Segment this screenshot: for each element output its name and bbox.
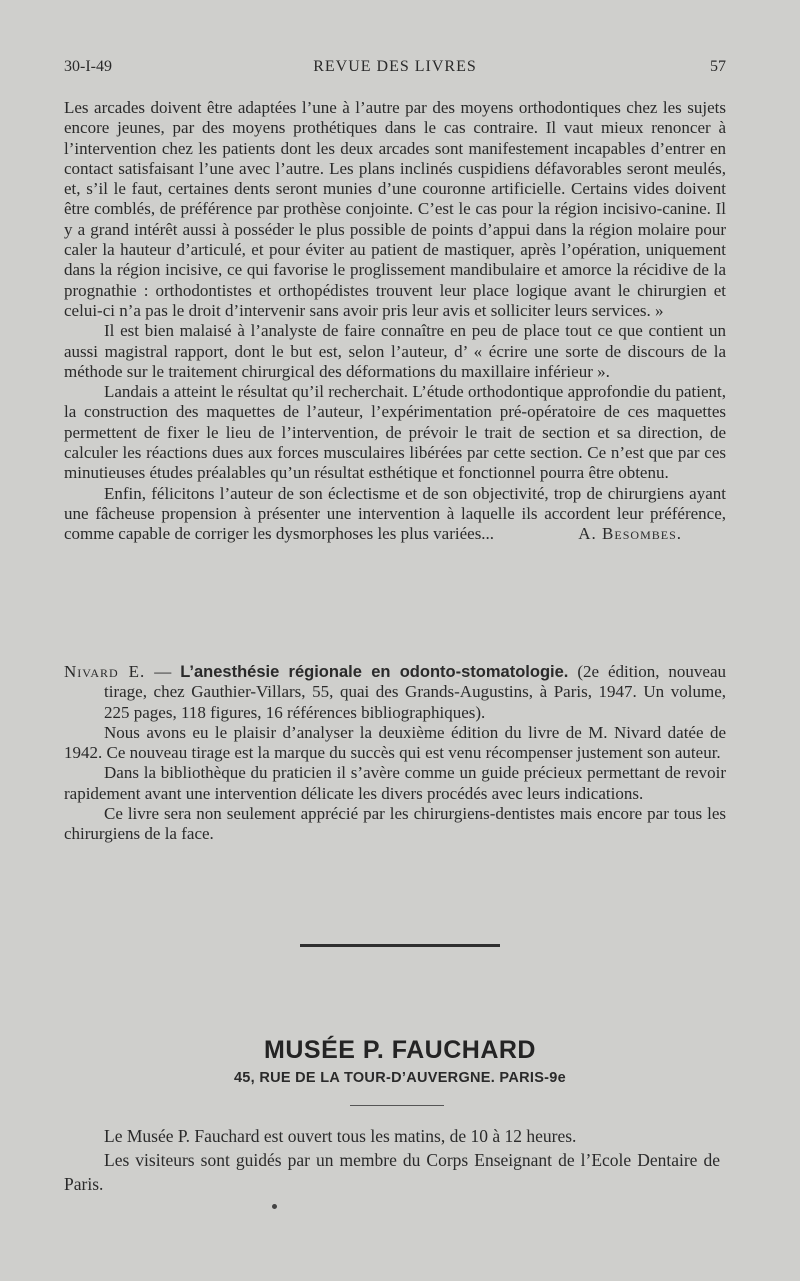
museum-notice — [64, 1124, 720, 1196]
review-paragraph — [64, 484, 726, 545]
section-divider — [300, 944, 500, 947]
review-nivard — [64, 662, 726, 845]
header-title: REVUE DES LIVRES — [313, 58, 477, 75]
museum-title: MUSÉE P. FAUCHARD — [264, 1036, 536, 1064]
review-paragraph: Ce livre sera non seulement apprécié par les chirurgiens-dentistes mais encore par tous les chirurgiens de la face. — [64, 804, 726, 844]
review-signature: A. Besombes. — [578, 524, 682, 544]
book-title: L’anesthésie régionale en odonto-stomatologie. — [180, 663, 569, 681]
bullet-dot — [272, 1204, 277, 1209]
review-paragraph: Dans la bibliothèque du praticien il s’avère comme un guide précieux permettant de revoir rapidement avant une intervention délicate les divers procédés avec leurs indications. — [64, 763, 726, 803]
museum-divider — [350, 1105, 444, 1106]
review-paragraph: Landais a atteint le résultat qu’il recherchait. L’étude orthodontique approfondie du patient, la construction des maquettes de l’auteur, l’expérimentation pré-opératoire de ces maquettes permettent de fixer le lieu de l’intervention, de prévoir le trait de section et sa direction, de calculer les réactions dues aux forces musculaires libérées par cette section. Ce n’est que par ces minutieuses études préalables qu’un résultat esthétique et fonctionnel pourra être obtenu. — [64, 382, 726, 483]
citation-dash: — — [145, 662, 181, 681]
book-details: (2e édition, nouveau tirage, chez Gauthier-Villars, 55, quai des Grands-Augustins, à Paris, 1947. Un volume, 225 pages, 118 figures, 16 références bibliographiques). — [104, 662, 726, 722]
review-paragraph: Nous avons eu le plaisir d’analyser la deuxième édition du livre de M. Nivard datée de 1942. Ce nouveau tirage est la marque du succès qui est venu récompenser justement son auteur. — [64, 722, 726, 763]
review-paragraph: Les arcades doivent être adaptées l’une à l’autre par des moyens orthodontiques chez les sujets encore jeunes, par des moyens prothétiques dans le cas contraire. Il vaut mieux renoncer à l’intervention chez les patients dont les deux arcades sont manifestement incapables d’entrer en contact satisfaisant l’une avec l’autre. Les plans inclinés cuspidiens défavorables seront meulés, et, s’il le faut, certaines dents seront munies d’une couronne artificielle. Certains vides doivent être comblés, de préférence par prothèse conjointe. C’est le cas pour la région incisivo-canine. Il y a grand intérêt aussi à posséder le plus possible de points d’appui dans la région molaire pour caler la hauteur d’articulé, et pour éviter au patient de mastiquer, après l’opération, uniquement dans la région incisive, ce qui favorise le proglissement mandibulaire et amorce la récidive de la prognathie : orthodontistes et orthopédistes trouvent leur place logique avant le chirurgien et celui-ci n’a pas le droit d’intervenir sans avoir pris leur avis et solliciter leurs services. » — [64, 98, 726, 320]
museum-paragraph: Les visiteurs sont guidés par un membre du Corps Enseignant de l’Ecole Dentaire de Paris. — [64, 1150, 720, 1194]
book-citation — [64, 662, 726, 723]
page-number: 57 — [710, 58, 726, 75]
museum-paragraph: Le Musée P. Fauchard est ouvert tous les matins, de 10 à 12 heures. — [104, 1126, 577, 1146]
review-paragraph: Il est bien malaisé à l’analyste de faire connaître en peu de place tout ce que contient un aussi magistral rapport, dont le but est, selon l’auteur, d’ « écrire une sorte de discours de la méthode sur le traitement chirurgical des déformations du maxillaire inférieur ». — [64, 321, 726, 381]
museum-address: 45, RUE DE LA TOUR-D’AUVERGNE. PARIS-9e — [233, 1070, 567, 1086]
review-text: Enfin, félicitons l’auteur de son éclectisme et de son objectivité, trop de chirurgiens ayant une fâcheuse propension à présenter une intervention à laquelle ils accordent leur préférence, comme capable de corriger les dysmorphoses les plus variées... — [64, 483, 726, 544]
review-landais — [64, 98, 726, 545]
book-author: Nivard E. — [64, 662, 146, 681]
header-date: 30-I-49 — [64, 58, 112, 75]
